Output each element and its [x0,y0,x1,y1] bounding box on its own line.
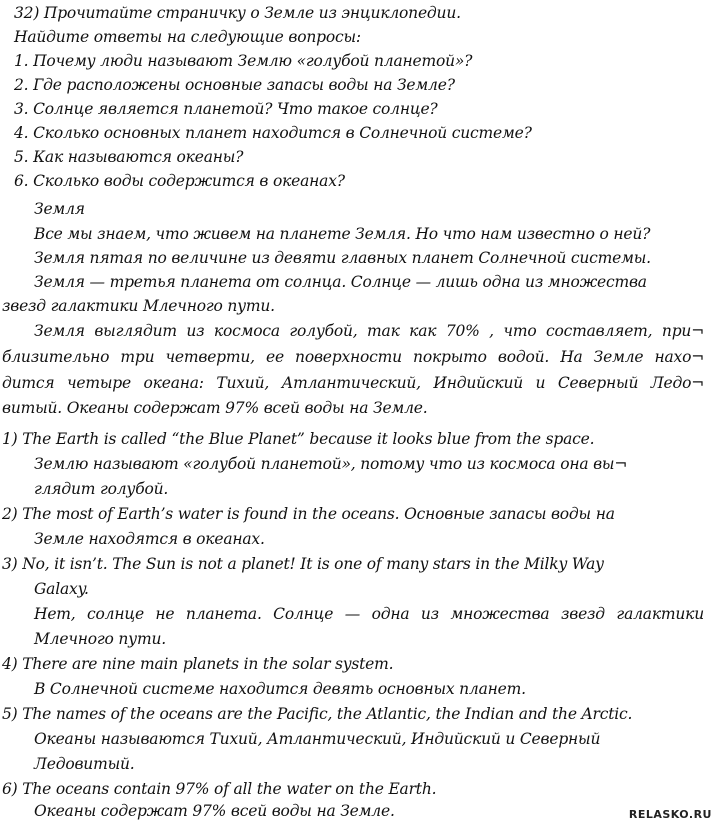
answer-line: В Солнечной системе находится девять основных планет. [34,680,526,698]
task-header: 32) Прочитайте страничку о Земле из энциклопедии. [14,4,461,22]
answer-line: глядит голубой. [34,480,169,498]
answer-line: Нет, солнце не планета. Солнце — одна из множества звезд галактики [34,605,704,623]
question-3: 3. Солнце является планетой? Что такое солнце? [14,100,438,118]
answer-line: Океаны содержат 97% всей воды на Земле. [34,802,395,820]
text-line: Земля пятая по величине из девяти главных планет Солнечной системы. [34,249,651,267]
text-line: Земля — третья планета от солнца. Солнце — лишь одна из множества [34,273,647,291]
question-5: 5. Как называются океаны? [14,148,244,166]
question-1: 1. Почему люди называют Землю «голубой планетой»? [14,52,473,70]
text-line: дится четыре океана: Тихий, Атлантический, Индийский и Северный Ледо¬ [2,374,704,392]
text-line: витый. Океаны содержат 97% всей воды на Земле. [2,399,428,417]
text-line: Все мы знаем, что живем на планете Земля. Но что нам известно о ней? [34,225,651,243]
answer-line: 6) The oceans contain 97% of all the water on the Earth. [2,780,437,798]
answer-line: Galaxy. [34,580,89,598]
text-title: Земля [34,200,85,218]
answer-line: Млечного пути. [34,630,166,648]
answer-line: 3) No, it isn’t. The Sun is not a planet! It is one of many stars in the Milky Way [2,555,604,573]
answer-line: 4) There are nine main planets in the solar system. [2,655,394,673]
answer-line: 5) The names of the oceans are the Pacific, the Atlantic, the Indian and the Arctic. [2,705,633,723]
text-line: звезд галактики Млечного пути. [2,297,275,315]
answer-line: 2) The most of Earth’s water is found in the oceans. Основные запасы воды на [2,505,615,523]
task-subheader: Найдите ответы на следующие вопросы: [14,28,361,46]
answer-line: Земле находятся в океанах. [34,530,265,548]
question-6: 6. Сколько воды содержится в океанах? [14,172,345,190]
answer-line: Землю называют «голубой планетой», потому что из космоса она вы¬ [34,455,628,473]
text-line: близительно три четверти, ее поверхности покрыто водой. На Земле нахо¬ [2,348,704,366]
question-2: 2. Где расположены основные запасы воды на Земле? [14,76,455,94]
site-watermark: RELASKO.RU [628,808,712,821]
answer-line: Ледовитый. [34,755,135,773]
text-line: Земля выглядит из космоса голубой, так как 70% , что составляет, при¬ [34,322,704,340]
answer-line: 1) The Earth is called “the Blue Planet” because it looks blue from the space. [2,430,595,448]
answer-line: Океаны называются Тихий, Атлантический, Индийский и Северный [34,730,601,748]
question-4: 4. Сколько основных планет находится в Солнечной системе? [14,124,532,142]
